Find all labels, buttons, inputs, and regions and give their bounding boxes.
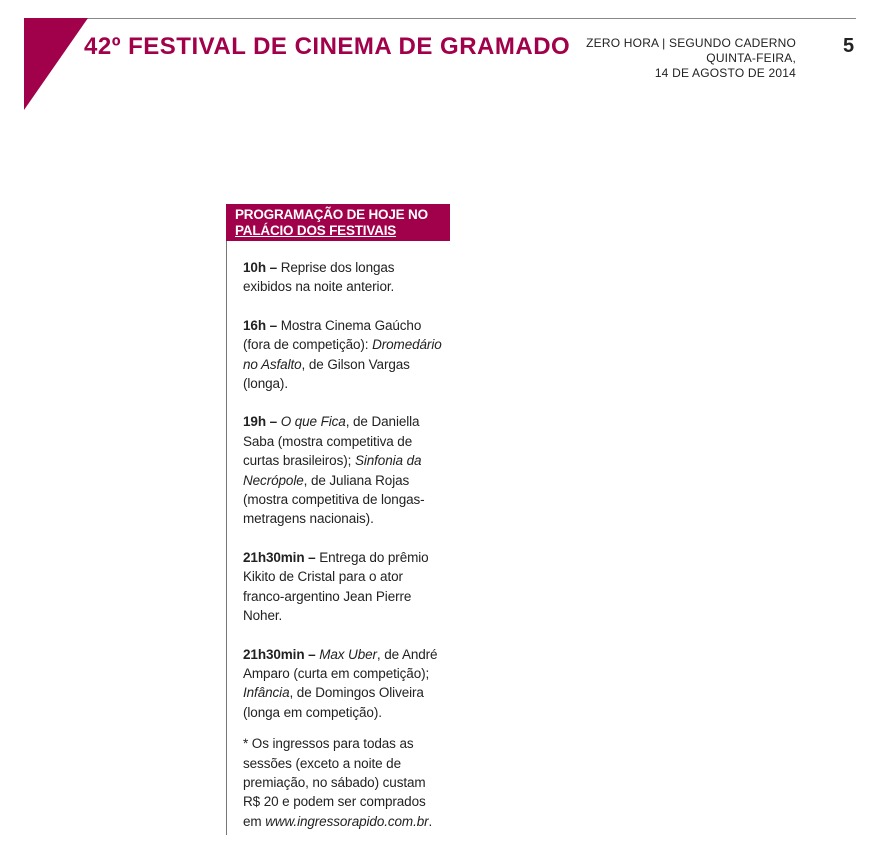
entry-text: , de André Amparo (curta em competição); [243, 646, 438, 681]
page-title: 42º FESTIVAL DE CINEMA DE GRAMADO [84, 33, 571, 60]
top-rule [24, 18, 856, 19]
entry-text: , de Domingos Oliveira (longa em competição). [243, 685, 424, 720]
entry-text: Mostra Cinema Gaúcho (fora de competição): [243, 317, 422, 353]
schedule-entry [243, 258, 446, 297]
film-title: Dromedário no Asfalto [243, 337, 442, 372]
ticket-note [243, 734, 446, 831]
entry-time: 21h30min – [243, 646, 320, 662]
masthead [536, 36, 796, 81]
schedule-entry [243, 548, 446, 626]
entry-time: 10h – [243, 260, 281, 275]
schedule-title-line-1: PROGRAMAÇÃO DE HOJE NO [235, 207, 428, 222]
publication-weekday: QUINTA-FEIRA, [706, 51, 796, 65]
film-title: Sinfonia da Necrópole [243, 453, 422, 488]
entry-text: , de Juliana Rojas (mostra competitiva de longas-metragens nacionais). [243, 472, 425, 527]
entry-text: , de Gilson Vargas (longa). [243, 356, 410, 392]
ticket-website: www.ingressorapido.com.br [265, 813, 429, 829]
film-title: O que Fica [280, 414, 346, 430]
entry-text: , de Daniella Saba (mostra competitiva de curtas brasileiros); [243, 414, 420, 469]
schedule-title [226, 204, 450, 241]
schedule-box [226, 204, 450, 835]
publication-name: ZERO HORA | SEGUNDO CADERNO [586, 36, 796, 50]
schedule-title-line-2: PALÁCIO DOS FESTIVAIS [235, 223, 397, 238]
entry-time: 21h30min – [243, 549, 320, 565]
entry-text: Entrega do prêmio Kikito de Cristal para o ator franco-argentino Jean Pierre Noher. [243, 549, 429, 624]
entry-text: Reprise dos longas exibidos na noite anterior. [243, 260, 395, 295]
ticket-note-text: * Os ingressos para todas as sessões (exceto a noite de premiação, no sábado) custam R$ 20 e podem ser comprados em [243, 736, 426, 829]
publication-date: 14 DE AGOSTO DE 2014 [654, 66, 796, 80]
film-title: Infância [243, 685, 290, 701]
page-number: 5 [843, 35, 855, 57]
corner-accent-triangle [24, 18, 88, 110]
entry-time: 19h – [243, 414, 281, 430]
schedule-body [226, 241, 450, 835]
ticket-note-end: . [428, 813, 433, 829]
schedule-entry [243, 412, 446, 528]
schedule-entry [243, 645, 446, 723]
film-title: Max Uber [319, 646, 377, 662]
entry-time: 16h – [243, 317, 281, 333]
schedule-entry [243, 316, 446, 394]
